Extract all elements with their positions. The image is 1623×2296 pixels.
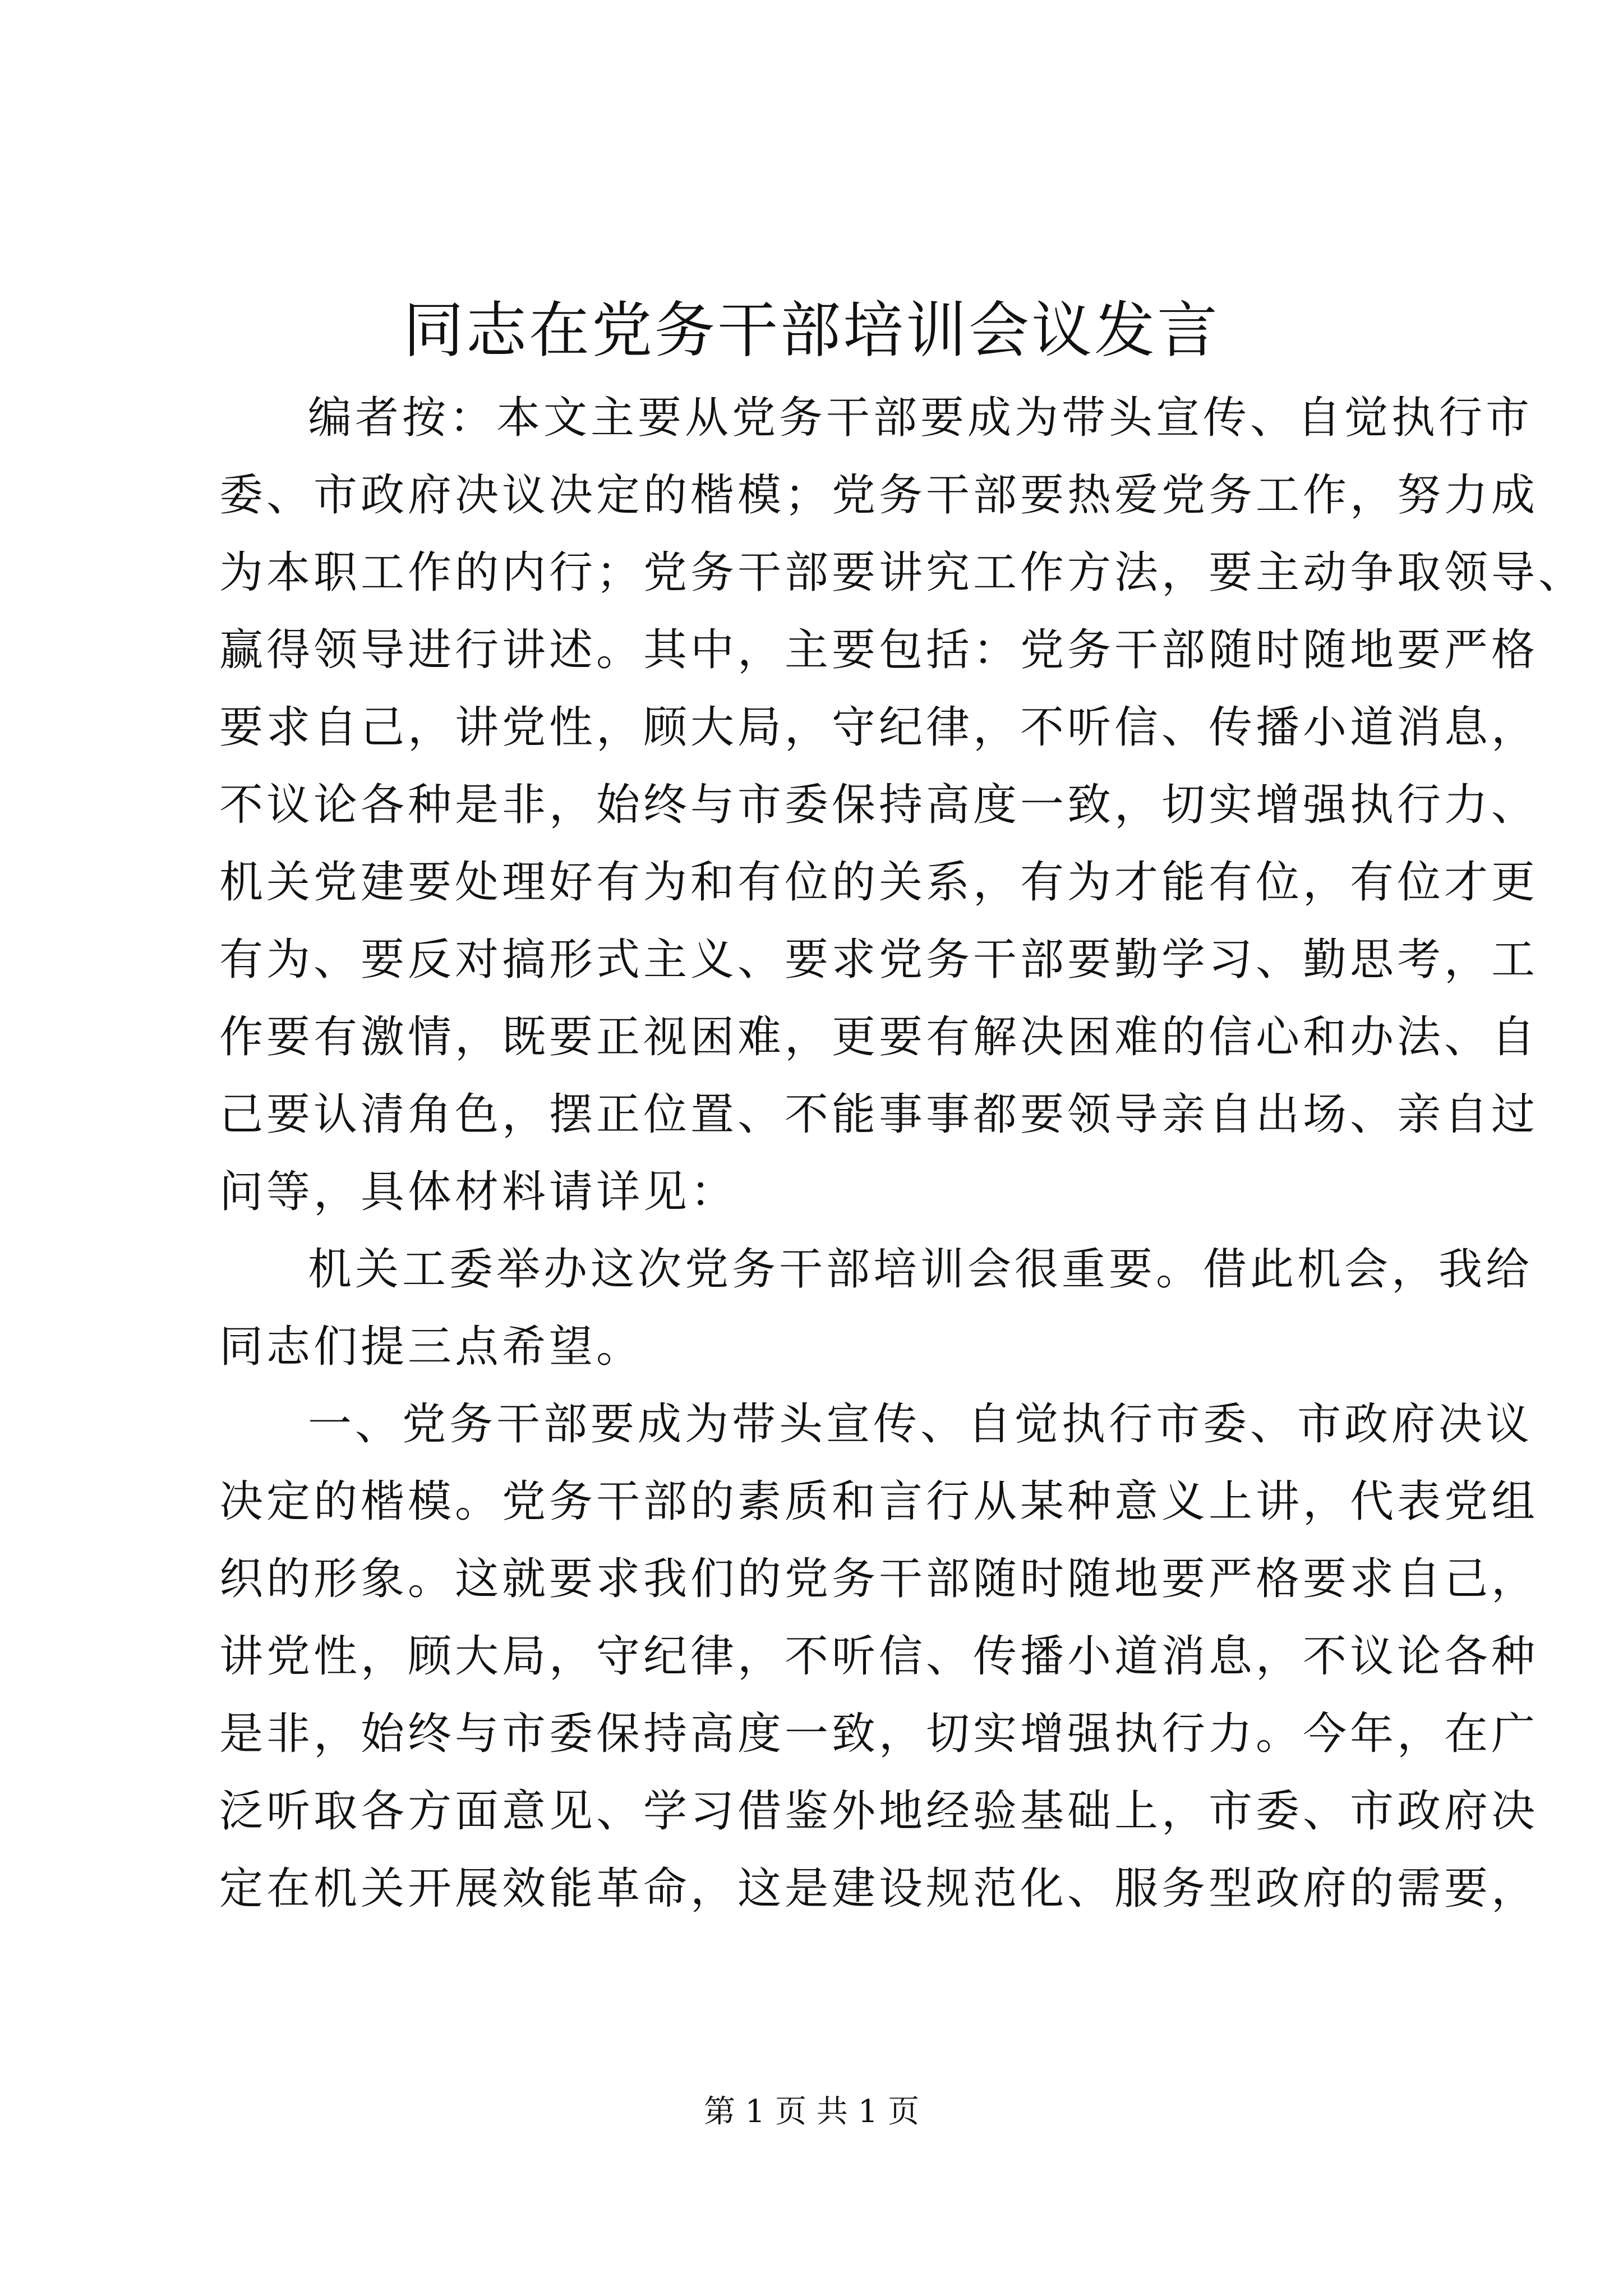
paragraph-line: 是非，始终与市委保持高度一致，切实增强执行力。今年，在广 bbox=[219, 1709, 1539, 1759]
paragraph-line: 机关工委举办这次党务干部培训会很重要。借此机会，我给 bbox=[308, 1244, 1533, 1295]
paragraph-line: 机关党建要处理好有为和有位的关系，有为才能有位，有位才更 bbox=[219, 857, 1539, 908]
paragraph-line: 有为、要反对搞形式主义、要求党务干部要勤学习、勤思考，工 bbox=[219, 935, 1539, 985]
paragraph-line: 不议论各种是非，始终与市委保持高度一致，切实增强执行力、 bbox=[219, 780, 1539, 830]
paragraph-intro bbox=[219, 1231, 1533, 1386]
paragraph-line: 赢得领导进行讲述。其中，主要包括：党务干部随时随地要严格 bbox=[219, 625, 1539, 675]
paragraph-line: 要求自己，讲党性，顾大局，守纪律，不听信、传播小道消息， bbox=[219, 702, 1539, 753]
paragraph-line: 作要有激情，既要正视困难，更要有解决困难的信心和办法、自 bbox=[219, 1012, 1539, 1062]
document-body bbox=[219, 379, 1586, 1927]
page-footer bbox=[0, 2090, 1623, 2134]
paragraph-line: 编者按：本文主要从党务干部要成为带头宣传、自觉执行市 bbox=[308, 393, 1533, 443]
paragraph-editor-note bbox=[219, 379, 1586, 1231]
paragraph-line: 问等，具体材料请详见： bbox=[219, 1167, 738, 1217]
paragraph-line: 委、市政府决议决定的楷模；党务干部要热爱党务工作，努力成 bbox=[219, 470, 1539, 521]
paragraph-line: 讲党性，顾大局，守纪律，不听信、传播小道消息，不议论各种 bbox=[219, 1631, 1539, 1682]
paragraph-line: 织的形象。这就要求我们的党务干部随时随地要严格要求自己， bbox=[219, 1554, 1539, 1604]
paragraph-line: 决定的楷模。党务干部的素质和言行从某种意义上讲，代表党组 bbox=[219, 1476, 1539, 1527]
paragraph-line: 同志们提三点希望。 bbox=[219, 1322, 644, 1372]
paragraph-point-one bbox=[219, 1386, 1539, 1927]
page-number-label: 第 1 页 共 1 页 bbox=[703, 2093, 920, 2130]
paragraph-line: 定在机关开展效能革命，这是建设规范化、服务型政府的需要， bbox=[219, 1864, 1539, 1914]
paragraph-line: 为本职工作的内行；党务干部要讲究工作方法，要主动争取领导、 bbox=[219, 547, 1586, 598]
paragraph-line: 一、党务干部要成为带头宣传、自觉执行市委、市政府决议 bbox=[308, 1399, 1533, 1450]
document-title: 同志在党务干部培训会议发言 bbox=[403, 296, 1220, 366]
paragraph-line: 泛听取各方面意见、学习借鉴外地经验基础上，市委、市政府决 bbox=[219, 1786, 1539, 1837]
paragraph-line: 己要认清角色，摆正位置、不能事事都要领导亲自出场、亲自过 bbox=[219, 1089, 1539, 1140]
